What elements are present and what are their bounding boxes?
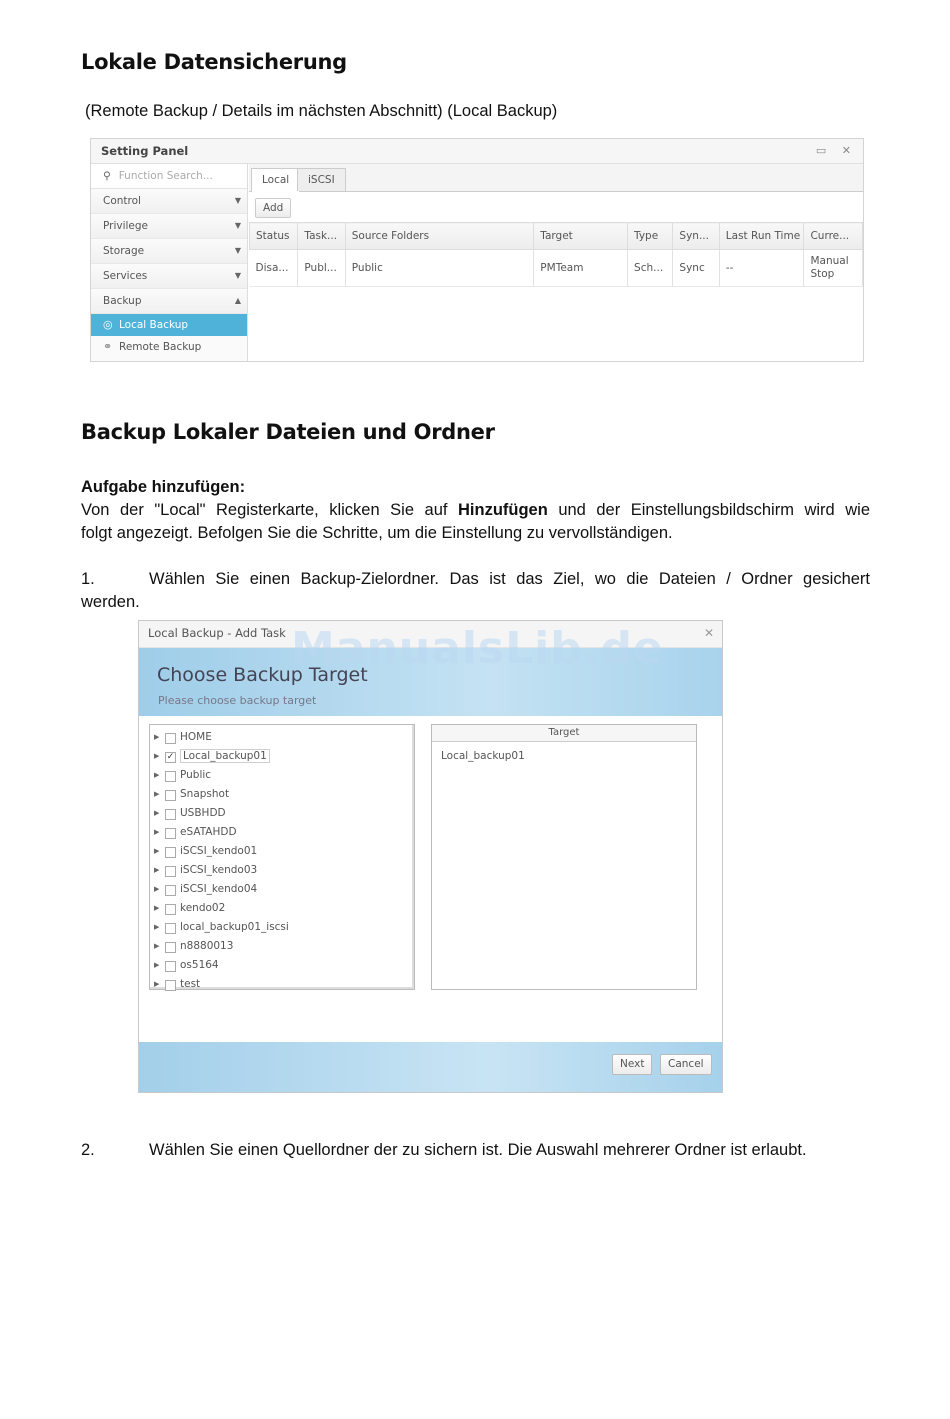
folder-checkbox-checked[interactable]: ✓ (166, 752, 175, 762)
folder-checkbox[interactable] (165, 790, 176, 801)
stop-link[interactable]: Stop (810, 268, 835, 280)
tree-item[interactable]: ▶ ✓ Local_backup01 (150, 747, 414, 766)
tab-local[interactable]: Local (251, 168, 300, 192)
tree-item[interactable]: ▶ Snapshot (150, 785, 414, 804)
chevron-down-icon: ▼ (234, 196, 241, 205)
step1-text: Wählen Sie einen Backup-Zielordner. Das ist das Ziel, wo die Dateien / Ordner gesichert (149, 570, 870, 588)
expand-arrow-icon[interactable]: ▶ (154, 809, 160, 817)
column-header[interactable]: Target (534, 223, 628, 250)
tree-item[interactable]: ▶ iSCSI_kendo04 (150, 880, 414, 899)
tree-item[interactable]: ▶ n8880013 (150, 937, 414, 956)
sidebar-item-control[interactable]: Control ▼ (91, 189, 247, 214)
folder-checkbox[interactable] (165, 980, 176, 991)
expand-arrow-icon[interactable]: ▶ (154, 790, 160, 798)
table-cell (804, 250, 863, 287)
expand-arrow-icon[interactable]: ▶ (154, 847, 160, 855)
tree-item[interactable]: ▶ kendo02 (150, 899, 414, 918)
folder-checkbox[interactable] (165, 828, 176, 839)
table-cell: Sync (673, 250, 719, 287)
expand-arrow-icon[interactable]: ▶ (154, 733, 160, 741)
chevron-down-icon: ▼ (234, 246, 241, 255)
step2-text: Wählen Sie einen Quellordner der zu sichern ist. Die Auswahl mehrerer Ordner ist erlaubt. (149, 1141, 807, 1159)
sidebar (91, 164, 248, 361)
tree-item[interactable]: ▶ eSATAHDD (150, 823, 414, 842)
folder-checkbox[interactable] (165, 942, 176, 953)
step2-number: 2. (81, 1141, 95, 1159)
dialog-banner (139, 648, 722, 716)
function-search-input[interactable]: ⚲ Function Search... (91, 164, 247, 189)
tree-item[interactable]: ▶ iSCSI_kendo03 (150, 861, 414, 880)
table-cell: Disa... (250, 250, 298, 287)
dialog-title: Local Backup - Add Task (139, 621, 722, 648)
target-panel (431, 724, 697, 990)
column-header[interactable]: Type (628, 223, 673, 250)
section-heading-local-backup: Lokale Datensicherung (81, 50, 347, 74)
tree-item[interactable]: ▶ test (150, 975, 414, 994)
chevron-down-icon: ▼ (234, 221, 241, 230)
next-button[interactable]: Next (612, 1054, 652, 1075)
expand-arrow-icon[interactable]: ▶ (154, 885, 160, 893)
column-header[interactable]: Task... (298, 223, 345, 250)
watermark-logo: ManualsLib.de (291, 623, 664, 674)
local-backup-icon: ◎ (103, 318, 113, 331)
setting-panel-title: Setting Panel (91, 139, 863, 164)
tree-item[interactable]: ▶ Public (150, 766, 414, 785)
expand-arrow-icon[interactable]: ▶ (154, 980, 160, 988)
expand-arrow-icon[interactable]: ▶ (154, 923, 160, 931)
search-icon: ⚲ (103, 170, 111, 182)
folder-checkbox[interactable] (165, 809, 176, 820)
sidebar-item-privilege[interactable]: Privilege ▼ (91, 214, 247, 239)
folder-checkbox[interactable] (165, 961, 176, 972)
table-header-row (250, 223, 863, 250)
dialog-footer (139, 1042, 722, 1092)
folder-checkbox[interactable] (165, 923, 176, 934)
sidebar-item-remote-backup[interactable]: ⚭ Remote Backup (91, 336, 247, 358)
expand-arrow-icon[interactable]: ▶ (154, 828, 160, 836)
chevron-down-icon: ▼ (234, 271, 241, 280)
folder-checkbox[interactable] (165, 733, 176, 744)
tree-item[interactable]: ▶ local_backup01_iscsi (150, 918, 414, 937)
sidebar-item-storage[interactable]: Storage ▼ (91, 239, 247, 264)
close-icon[interactable]: ✕ (703, 626, 714, 640)
remote-backup-icon: ⚭ (103, 340, 113, 353)
main-content (249, 164, 863, 361)
folder-checkbox[interactable] (165, 866, 176, 877)
setting-panel-screenshot (90, 138, 864, 362)
expand-arrow-icon[interactable]: ▶ (154, 866, 160, 874)
cancel-button[interactable]: Cancel (660, 1054, 712, 1075)
target-header: Target (432, 725, 696, 742)
toolbar (249, 192, 863, 222)
chevron-up-icon: ▲ (234, 296, 241, 305)
expand-arrow-icon[interactable]: ▶ (154, 752, 160, 760)
target-value[interactable]: Local_backup01 (441, 750, 525, 762)
sidebar-item-backup[interactable]: Backup ▲ (91, 289, 247, 314)
manual-link[interactable]: Manual (810, 255, 849, 267)
expand-arrow-icon[interactable]: ▶ (154, 771, 160, 779)
banner-title: Choose Backup Target (157, 664, 368, 686)
folder-checkbox[interactable] (165, 771, 176, 782)
column-header[interactable]: Source Folders (345, 223, 534, 250)
column-header[interactable]: Curre... (804, 223, 863, 250)
expand-arrow-icon[interactable]: ▶ (154, 904, 160, 912)
bold-term-add: Hinzufügen (457, 501, 548, 519)
tree-item[interactable]: ▶ HOME (150, 728, 414, 747)
subheading-add-task: Aufgabe hinzufügen: (81, 478, 246, 496)
sidebar-item-local-backup[interactable]: ◎ Local Backup (91, 314, 247, 336)
expand-arrow-icon[interactable]: ▶ (154, 942, 160, 950)
tree-item[interactable]: ▶ USBHDD (150, 804, 414, 823)
section-caption: (Remote Backup / Details im nächsten Abschnitt) (Local Backup) (85, 102, 558, 120)
table-cell: PMTeam (534, 250, 628, 287)
step1-continuation: werden. (81, 593, 140, 611)
banner-subtitle: Please choose backup target (158, 694, 317, 707)
column-header[interactable]: Last Run Time (719, 223, 804, 250)
expand-arrow-icon[interactable]: ▶ (154, 961, 160, 969)
section-heading-backup-local-files: Backup Lokaler Dateien und Ordner (81, 420, 495, 444)
column-header[interactable]: Syn... (673, 223, 719, 250)
backup-task-table (249, 222, 863, 287)
intro-paragraph-line1: Von der "Local" Registerkarte, klicken Sie auf Hinzufügen und der Einstellungsbildschirm wird wie (81, 501, 870, 519)
table-cell: Sch... (628, 250, 673, 287)
folder-tree (149, 724, 415, 990)
table-cell: -- (719, 250, 804, 287)
intro-paragraph-line2: folgt angezeigt. Befolgen Sie die Schritte, um die Einstellung zu vervollständigen. (81, 524, 673, 542)
folder-checkbox[interactable] (165, 885, 176, 896)
tab-iscsi[interactable]: iSCSI (297, 168, 346, 191)
add-button[interactable]: Add (255, 198, 291, 218)
column-header[interactable]: Status (250, 223, 298, 250)
table-cell: Publ... (298, 250, 345, 287)
tree-item[interactable]: ▶ os5164 (150, 956, 414, 975)
table-row[interactable] (250, 250, 863, 287)
step1-number: 1. (81, 570, 95, 588)
sidebar-item-services[interactable]: Services ▼ (91, 264, 247, 289)
add-task-dialog-screenshot (138, 620, 723, 1093)
window-controls-icon[interactable]: ▭ ✕ (815, 144, 857, 157)
folder-checkbox[interactable] (165, 847, 176, 858)
tree-item[interactable]: ▶ iSCSI_kendo01 (150, 842, 414, 861)
folder-checkbox[interactable] (165, 904, 176, 915)
tab-bar (249, 164, 863, 192)
table-cell: Public (345, 250, 534, 287)
